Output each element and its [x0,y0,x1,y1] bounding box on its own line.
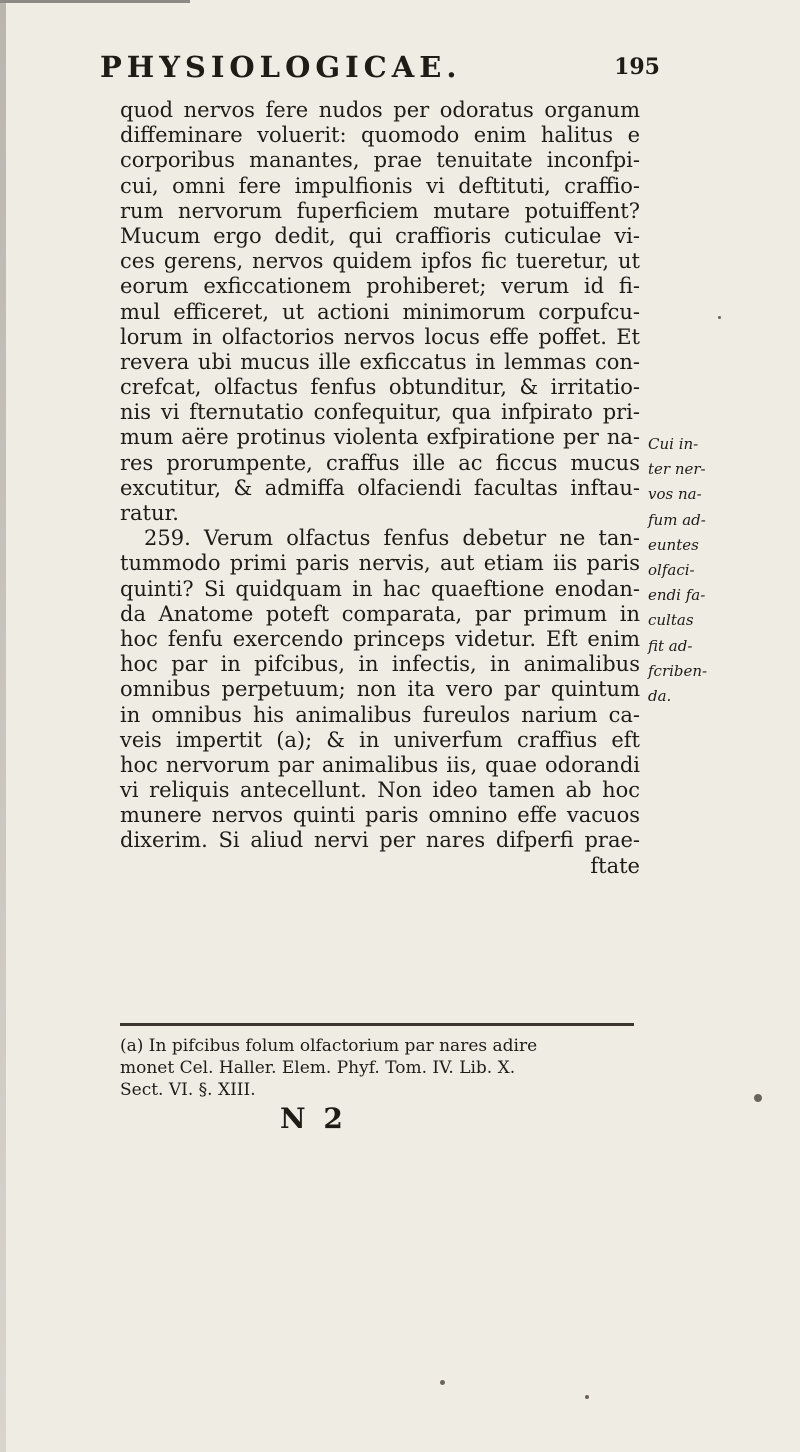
paper-speck [440,1380,445,1385]
scan-edge [0,0,6,1452]
paragraph-start: 259. Verum olfactus fenfus debetur ne tan- [144,526,640,551]
text-line: Mucum ergo dedit, qui craffioris cuticulae vi- [120,223,640,248]
footnote [120,1035,550,1101]
footnote-divider [120,1023,634,1026]
text-line: crefcat, olfactus fenfus obtunditur, & irritatio- [120,375,640,400]
text-line: quinti? Si quidquam in hac quaeftione enodan- [120,576,640,601]
text-line: hoc nervorum par animalibus iis, quae odorandi [120,752,640,777]
signature-mark: N 2 [280,1102,347,1135]
margin-note-line: fit ad- [648,636,693,655]
text-line: mul efficeret, ut actioni minimorum corpufcu- [120,299,640,324]
text-line: lorum in olfactorios nervos locus effe poffet. Et [120,324,640,349]
paper-speck [585,1395,589,1399]
margin-note-line: olfaci- [648,560,695,579]
text-line: cui, omni fere impulfionis vi deftituti, craffio- [120,173,640,198]
text-line: quod nervos fere nudos per odoratus organum [120,98,640,122]
margin-note-line: euntes [648,535,699,554]
text-line: in omnibus his animalibus fureulos narium ca- [120,702,640,727]
page-header [100,50,660,90]
text-line: res prorumpente, craffus ille ac ficcus mucus [120,450,640,475]
text-line: eorum exficcationem prohiberet; verum id fi- [120,274,640,299]
text-line: hoc par in pifcibus, in infectis, in animalibus [120,652,640,677]
catchword: ftate [590,853,640,878]
margin-note-line: ter ner- [648,460,706,479]
text-line: rum nervorum fuperficiem mutare potuiffent? [120,198,640,223]
text-line: da Anatome poteft comparata, par primum in [120,601,640,626]
paper-speck [718,316,721,319]
text-line: ces gerens, nervos quidem ipfos fic tueretur, ut [120,249,640,274]
margin-note-line: fum ad- [648,510,706,529]
margin-note-line: cultas [648,611,694,630]
running-title: PHYSIOLOGICAE. [100,50,462,84]
text-line: veis impertit (a); & in univerfum craffius eft [120,727,640,752]
margin-note-line: endi fa- [648,586,706,605]
text-line: dixerim. Si aliud nervi per nares difperfi prae- [120,828,640,853]
margin-note-line: da. [648,686,672,705]
text-line: munere nervos quinti paris omnino effe vacuos [120,803,640,828]
margin-note [648,432,738,709]
text-line: mum aëre protinus violenta exfpiratione per na- [120,425,640,450]
footnote-line: monet Cel. Haller. Elem. Phyf. Tom. IV. Lib. X. [120,1058,516,1078]
footnote-line: (a) In pifcibus folum olfactorium par nares adire [120,1036,538,1056]
text-line: nis vi fternutatio confequitur, qua infpirato pri- [120,400,640,425]
text-line: ratur. [120,501,179,525]
footnote-line: Sect. VI. §. XIII. [120,1080,256,1100]
text-line: revera ubi mucus ille exficcatus in lemmas con- [120,349,640,374]
text-line: corporibus manantes, prae tenuitate inconfpi- [120,148,640,173]
margin-note-line: fcriben- [648,661,708,680]
main-text [120,98,640,879]
page-number: 195 [614,54,660,80]
margin-note-line: vos na- [648,485,702,504]
paper-speck [754,1094,762,1102]
text-line: hoc fenfu exercendo princeps videtur. Eft enim [120,626,640,651]
text-line: diffeminare voluerit: quomodo enim halitus e [120,123,640,148]
scan-top-edge [0,0,190,3]
text-line: omnibus perpetuum; non ita vero par quintum [120,677,640,702]
margin-note-line: Cui in- [648,435,699,453]
text-line: tummodo primi paris nervis, aut etiam iis paris [120,551,640,576]
text-line: excutitur, & admiffa olfaciendi facultas inftau- [120,475,640,500]
text-line: vi reliquis antecellunt. Non ideo tamen ab hoc [120,778,640,803]
